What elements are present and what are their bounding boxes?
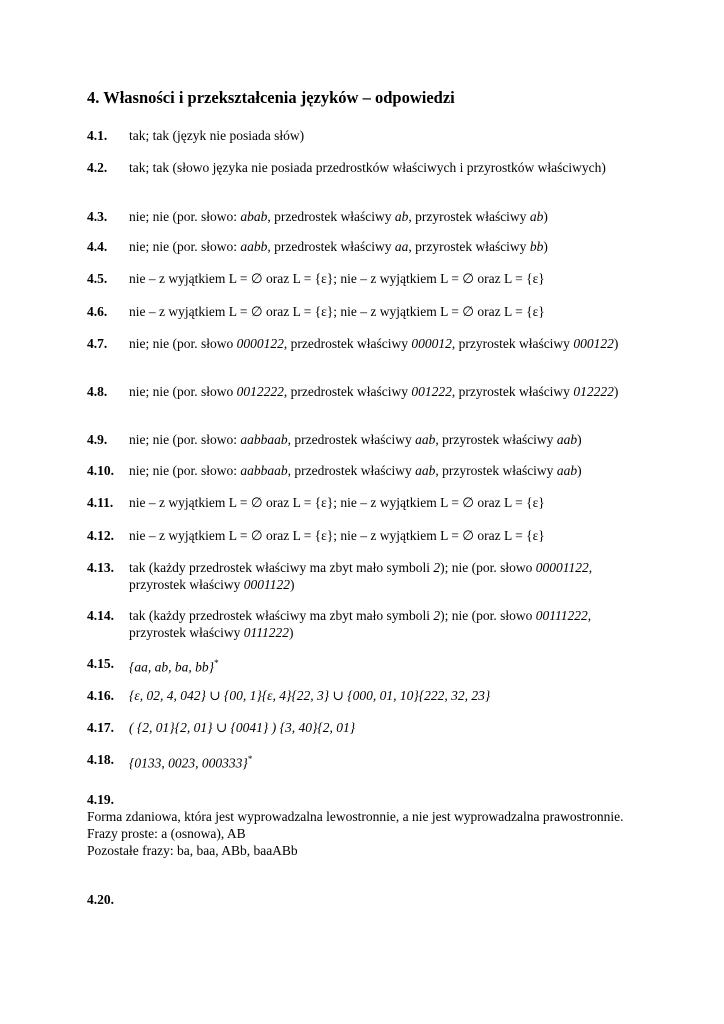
item-number: 4.9. (87, 432, 108, 447)
answer-item (87, 238, 647, 255)
item-text: Forma zdaniowa, która jest wyprowadzalna lewostronnie, a nie jest wyprowadzalna prawostronnie. (87, 809, 624, 824)
item-text: nie; nie (por. słowo: aabb, przedrostek właściwy aa, przyrostek właściwy bb) (129, 239, 548, 254)
item-number: 4.15. (87, 656, 114, 671)
answer-item (87, 527, 647, 544)
answer-item (87, 127, 647, 144)
item-formula: {ε, 02, 4, 042} ∪ {00, 1}{ε, 4}{22, 3} ∪ {000, 01, 10}{222, 32, 23} (129, 688, 491, 703)
item-text: tak (każdy przedrostek właściwy ma zbyt mało symboli 2); nie (por. słowo 00001122, przyrostek właściwy 0001122) (129, 560, 593, 592)
answer-item (87, 494, 647, 511)
answer-item (87, 303, 647, 320)
item-number: 4.8. (87, 384, 108, 399)
page-title: 4. Własności i przekształcenia języków – odpowiedzi (87, 88, 455, 107)
item-number: 4.17. (87, 720, 114, 735)
item-number: 4.2. (87, 160, 108, 175)
item-text: tak; tak (słowo języka nie posiada przedrostków właściwych i przyrostków właściwych) (129, 160, 606, 175)
item-text: Frazy proste: a (osnowa), AB (87, 826, 246, 841)
item-number: 4.11. (87, 495, 114, 510)
item-number: 4.14. (87, 608, 114, 623)
answer-item (87, 559, 647, 593)
item-number: 4.5. (87, 271, 108, 286)
item-text: nie – z wyjątkiem L = ∅ oraz L = {ε}; nie – z wyjątkiem L = ∅ oraz L = {ε} (129, 304, 545, 319)
item-number: 4.16. (87, 688, 114, 703)
item-number: 4.20. (87, 892, 114, 907)
item-formula: {aa, ab, ba, bb}* (129, 658, 219, 675)
item-text: nie; nie (por. słowo: aabbaab, przedrostek właściwy aab, przyrostek właściwy aab) (129, 463, 582, 478)
item-text: nie – z wyjątkiem L = ∅ oraz L = {ε}; nie – z wyjątkiem L = ∅ oraz L = {ε} (129, 495, 545, 510)
item-text: nie; nie (por. słowo: abab, przedrostek właściwy ab, przyrostek właściwy ab) (129, 209, 548, 224)
item-text: tak; tak (język nie posiada słów) (129, 128, 305, 143)
item-number: 4.4. (87, 239, 108, 254)
answer-item (87, 687, 647, 704)
item-text: nie – z wyjątkiem L = ∅ oraz L = {ε}; nie – z wyjątkiem L = ∅ oraz L = {ε} (129, 528, 545, 543)
answer-item (87, 208, 647, 225)
item-text: nie – z wyjątkiem L = ∅ oraz L = {ε}; nie – z wyjątkiem L = ∅ oraz L = {ε} (129, 271, 545, 286)
item-text: nie; nie (por. słowo 0012222, przedrostek właściwy 001222, przyrostek właściwy 012222) (129, 384, 619, 399)
answer-item (87, 335, 647, 352)
item-text: tak (każdy przedrostek właściwy ma zbyt mało symboli 2); nie (por. słowo 00111222, przyrostek właściwy 0111222) (129, 608, 592, 640)
answer-item-4-19 (87, 791, 647, 859)
item-number: 4.1. (87, 128, 108, 143)
answer-item (87, 751, 647, 772)
answer-item (87, 159, 647, 176)
item-number: 4.3. (87, 209, 108, 224)
item-number: 4.10. (87, 463, 114, 478)
answer-item-4-20 (87, 891, 647, 908)
item-number: 4.12. (87, 528, 114, 543)
item-formula: ( {2, 01}{2, 01} ∪ {0041} ) {3, 40}{2, 01} (129, 720, 356, 735)
answer-item (87, 655, 647, 676)
answer-item (87, 383, 647, 400)
item-number: 4.6. (87, 304, 108, 319)
answer-item (87, 462, 647, 479)
item-number: 4.19. (87, 792, 114, 807)
answer-item (87, 719, 647, 736)
item-number: 4.7. (87, 336, 108, 351)
item-formula: {0133, 0023, 000333}* (129, 754, 253, 771)
answer-item (87, 607, 647, 641)
item-text: nie; nie (por. słowo: aabbaab, przedrostek właściwy aab, przyrostek właściwy aab) (129, 432, 582, 447)
answer-item (87, 270, 647, 287)
item-number: 4.13. (87, 560, 114, 575)
item-text: nie; nie (por. słowo 0000122, przedrostek właściwy 000012, przyrostek właściwy 000122) (129, 336, 619, 351)
answer-item (87, 431, 647, 448)
item-text: Pozostałe frazy: ba, baa, ABb, baaABb (87, 843, 298, 858)
item-number: 4.18. (87, 752, 114, 767)
